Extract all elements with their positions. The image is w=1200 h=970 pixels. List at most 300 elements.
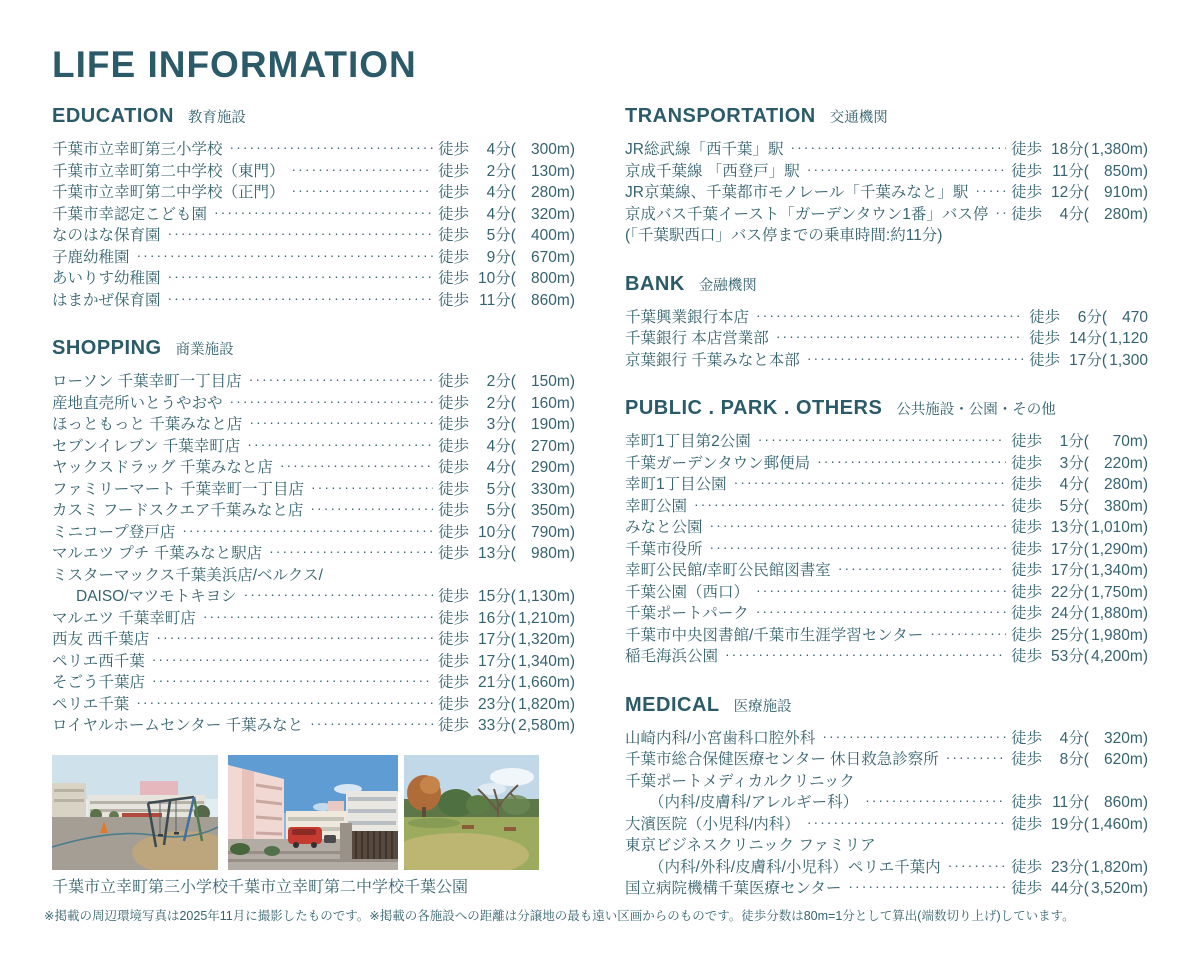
walk-value: [438, 479, 575, 501]
facility-row: [625, 560, 1148, 582]
distance-suffix: m): [1129, 562, 1148, 579]
walk-minutes: 18: [1051, 141, 1069, 158]
walk-minutes: 19: [1051, 815, 1069, 833]
distance-value: 1,820: [518, 695, 557, 713]
distance-value: 1,210: [518, 609, 557, 627]
walk-value: [438, 651, 575, 673]
dot-leader: [756, 601, 1006, 623]
walk-value: [1011, 625, 1148, 647]
walk-value: [1011, 539, 1148, 561]
facility-row: [625, 139, 1148, 161]
walk-value: [1011, 582, 1148, 604]
walk-label: 徒歩: [437, 141, 474, 158]
distance-value: 3,520: [1091, 880, 1130, 897]
section-title-jp: 交通機関: [829, 110, 888, 126]
walk-value: [1011, 814, 1148, 836]
dot-leader: [710, 515, 1006, 537]
facility-row: [625, 204, 1148, 226]
facility-row: [52, 161, 575, 183]
walk-minutes: 9: [486, 248, 496, 266]
distance-value: 290: [531, 459, 557, 476]
walk-minutes: 2: [486, 394, 496, 412]
walk-value: [438, 672, 575, 694]
walk-minutes: 6: [1077, 308, 1087, 326]
distance-value: 160: [531, 394, 557, 412]
minutes-unit: 分(: [1068, 519, 1089, 536]
walk-minutes: 12: [1051, 184, 1069, 201]
minutes-unit: 分(: [1068, 794, 1089, 811]
minutes-unit: 分(: [1086, 330, 1107, 347]
facility-row: [625, 182, 1148, 204]
walk-minutes: 2: [486, 373, 496, 390]
walk-label: 徒歩: [437, 373, 474, 390]
distance-suffix: m): [556, 270, 575, 287]
walk-minutes: 11: [479, 291, 496, 309]
dot-leader: [280, 455, 433, 477]
walk-minutes: 15: [478, 588, 496, 605]
facility-name: 千葉市立幸町第三小学校: [52, 141, 223, 158]
facility-row: [52, 139, 575, 161]
dot-leader: [758, 429, 1006, 451]
walk-label: 徒歩: [1010, 162, 1047, 180]
facility-name: マルエツ プチ 千葉みなと駅店: [52, 545, 263, 562]
walk-value: [1029, 350, 1148, 372]
distance-value: 860: [1104, 794, 1130, 811]
section-header-bank: [625, 273, 1148, 296]
facility-name: ペリエ西千葉: [52, 652, 145, 670]
minutes-unit: 分(: [495, 631, 516, 648]
walk-minutes: 5: [486, 480, 496, 498]
dot-leader: [156, 627, 433, 649]
dot-leader: [807, 159, 1006, 181]
walk-label: 徒歩: [1029, 330, 1065, 347]
distance-suffix: m): [1129, 648, 1148, 665]
facility-row: [625, 161, 1148, 183]
walk-label: 徒歩: [1010, 729, 1047, 747]
facility-row: [52, 479, 575, 501]
minutes-unit: 分(: [1068, 583, 1089, 601]
dot-leader: [182, 520, 433, 542]
facility-row: [52, 268, 575, 290]
walk-value: [438, 457, 575, 479]
facility-name: (「千葉駅西口」バス停までの乗車時間:約11分): [625, 227, 943, 244]
facility-row: [52, 715, 575, 737]
dot-leader: [790, 137, 1005, 159]
distance-value: 270: [531, 437, 557, 455]
distance-suffix: m): [1129, 205, 1148, 223]
minutes-unit: 分(: [1068, 540, 1089, 558]
distance-suffix: m): [556, 523, 575, 541]
dot-leader: [848, 876, 1006, 898]
page-title: LIFE INFORMATION: [52, 44, 417, 85]
walk-minutes: 53: [1051, 648, 1069, 665]
facility-row: [625, 539, 1148, 561]
distance-value: 800: [531, 270, 557, 287]
dot-leader: [214, 202, 433, 224]
minutes-unit: 分(: [1086, 308, 1107, 326]
photo-junior-high-school: [228, 755, 398, 870]
facility-name: ほっともっと 千葉みなと店: [52, 416, 243, 433]
dot-leader: [725, 644, 1006, 666]
distance-value: 190: [531, 416, 557, 433]
dot-leader: [152, 670, 433, 692]
facility-row: [625, 474, 1148, 496]
facility-row: [625, 814, 1148, 836]
facility-name: 西友 西千葉店: [52, 631, 150, 648]
facility-row: [625, 603, 1148, 625]
distance-value: 790: [531, 523, 557, 541]
section-title-en: SHOPPING: [52, 337, 162, 359]
minutes-unit: 分(: [1086, 351, 1107, 369]
section-title-en: BANK: [625, 272, 685, 295]
medical-list: [625, 728, 1148, 900]
minutes-unit: 分(: [495, 141, 516, 158]
walk-value: [1011, 139, 1148, 161]
facility-row: [625, 625, 1148, 647]
walk-label: 徒歩: [437, 717, 474, 734]
dot-leader: [310, 713, 433, 735]
walk-value: [1011, 204, 1148, 226]
minutes-unit: 分(: [495, 291, 516, 309]
school-building-illustration: [228, 755, 398, 870]
distance-suffix: m): [556, 205, 575, 223]
walk-label: 徒歩: [437, 416, 474, 433]
minutes-unit: 分(: [1068, 626, 1089, 644]
facility-row: [52, 608, 575, 630]
facility-name: ファミリーマート 千葉幸町一丁目店: [52, 480, 304, 498]
photo-caption: 千葉市立幸町第三小学校: [52, 879, 229, 896]
distance-value: 1,300: [1109, 351, 1148, 369]
facility-name: ミニコープ登戸店: [52, 523, 176, 541]
facility-name: 大濱医院（小児科/内科）: [625, 815, 800, 833]
walk-value: [1011, 646, 1148, 668]
walk-minutes: 44: [1051, 880, 1069, 897]
distance-suffix: m): [1129, 141, 1148, 158]
facility-name: マルエツ 千葉幸町店: [52, 609, 196, 627]
facility-name: 千葉興業銀行本店: [625, 308, 750, 326]
facility-row: [625, 792, 1148, 814]
facility-row: [625, 878, 1148, 900]
section-title-jp: 公共施設・公園・その他: [896, 402, 1056, 418]
walk-label: 徒歩: [437, 162, 474, 180]
facility-name: 千葉ガーデンタウン郵便局: [625, 454, 811, 472]
section-title-jp: 金融機関: [698, 277, 757, 294]
section-title-jp: 商業施設: [175, 342, 234, 358]
facility-name: ペリエ千葉: [52, 695, 130, 713]
minutes-unit: 分(: [495, 609, 516, 627]
distance-suffix: m): [1129, 626, 1148, 644]
facility-row: [625, 307, 1148, 329]
facility-row: [625, 728, 1148, 750]
walk-value: [1029, 307, 1148, 329]
walk-value: [1011, 431, 1148, 453]
distance-suffix: m): [556, 394, 575, 412]
walk-label: 徒歩: [1010, 519, 1047, 536]
minutes-unit: 分(: [1068, 562, 1089, 579]
minutes-unit: 分(: [1068, 454, 1089, 472]
minutes-unit: 分(: [495, 674, 516, 691]
walk-label: 徒歩: [1010, 583, 1047, 601]
walk-value: [438, 371, 575, 393]
section-header-education: [52, 105, 575, 128]
facility-row: [52, 290, 575, 312]
walk-value: [438, 182, 575, 204]
minutes-unit: 分(: [495, 717, 516, 734]
facility-row: [52, 543, 575, 565]
dot-leader: [865, 790, 1006, 812]
walk-minutes: 4: [486, 459, 496, 476]
transportation-list: [625, 139, 1148, 247]
walk-minutes: 17: [478, 631, 496, 648]
distance-value: 130: [531, 162, 557, 180]
section-public-park-others: [625, 397, 1148, 668]
dot-leader: [975, 180, 1006, 202]
walk-value: [438, 522, 575, 544]
walk-label: 徒歩: [437, 588, 474, 605]
section-shopping: [52, 337, 575, 737]
dot-leader: [230, 391, 433, 413]
distance-value: 620: [1104, 751, 1130, 768]
walk-label: 徒歩: [437, 437, 474, 455]
distance-suffix: m): [556, 652, 575, 670]
walk-label: 徒歩: [1010, 880, 1047, 897]
dot-leader: [838, 558, 1006, 580]
walk-value: [438, 139, 575, 161]
photo-caption: 千葉公園: [404, 879, 469, 896]
walk-label: 徒歩: [1010, 648, 1047, 665]
distance-suffix: m): [1129, 476, 1148, 493]
minutes-unit: 分(: [495, 502, 516, 519]
distance-value: 980: [531, 545, 557, 562]
left-column: [52, 105, 575, 763]
facility-row: [52, 672, 575, 694]
walk-minutes: 17: [1069, 351, 1087, 369]
walk-label: 徒歩: [437, 459, 474, 476]
facility-row-plain: [52, 565, 575, 587]
distance-value: 280: [531, 184, 557, 201]
distance-suffix: m): [1129, 433, 1148, 450]
facility-row: [625, 431, 1148, 453]
public-list: [625, 431, 1148, 668]
facility-name: DAISO/マツモトキヨシ: [76, 588, 237, 605]
minutes-unit: 分(: [495, 416, 516, 433]
dot-leader: [817, 451, 1006, 473]
distance-value: 70: [1112, 433, 1130, 450]
facility-name: 千葉市幸認定こども園: [52, 205, 208, 223]
minutes-unit: 分(: [495, 437, 516, 455]
walk-minutes: 4: [486, 205, 496, 223]
walk-value: [438, 608, 575, 630]
walk-minutes: 17: [478, 652, 496, 670]
walk-value: [1011, 496, 1148, 518]
minutes-unit: 分(: [495, 523, 516, 541]
walk-minutes: 16: [478, 609, 496, 627]
walk-minutes: 8: [1059, 751, 1069, 768]
walk-label: 徒歩: [437, 631, 474, 648]
walk-minutes: 13: [1051, 519, 1069, 536]
walk-minutes: 10: [478, 270, 496, 287]
walk-minutes: 24: [1051, 605, 1069, 622]
minutes-unit: 分(: [495, 394, 516, 412]
walk-minutes: 23: [478, 695, 496, 713]
walk-minutes: 4: [1059, 476, 1069, 493]
facility-name: 千葉市中央図書館/千葉市生涯学習センター: [625, 626, 924, 644]
facility-name: 京成千葉線 「西登戸」駅: [625, 162, 800, 180]
dot-leader: [249, 412, 433, 434]
walk-value: [438, 715, 575, 737]
facility-row: [52, 436, 575, 458]
walk-minutes: 23: [1051, 858, 1069, 876]
walk-minutes: 17: [1051, 562, 1069, 579]
walk-minutes: 1: [1059, 433, 1069, 450]
minutes-unit: 分(: [495, 480, 516, 498]
facility-row: [52, 651, 575, 673]
walk-value: [1011, 560, 1148, 582]
walk-label: 徒歩: [437, 652, 474, 670]
section-title-jp: 教育施設: [187, 110, 246, 126]
distance-value: 1,980: [1091, 626, 1130, 644]
footnote: ※掲載の周辺環境写真は2025年11月に撮影したものです。※掲載の各施設への距離は分譲地の最も遠い区画からのものです。徒歩分数は80m=1分として算出(端数切り上げ)しています。: [44, 909, 1075, 923]
section-title-en: TRANSPORTATION: [625, 105, 816, 127]
facility-name: 東京ビジネスクリニック ファミリア: [625, 837, 876, 854]
section-bank: [625, 273, 1148, 372]
facility-name: カスミ フードスクエア千葉みなと店: [52, 502, 304, 519]
minutes-unit: 分(: [495, 205, 516, 223]
distance-suffix: m): [556, 184, 575, 201]
bank-list: [625, 307, 1148, 372]
walk-minutes: 25: [1051, 626, 1069, 644]
walk-label: 徒歩: [437, 523, 474, 541]
facility-name: 千葉ポートメディカルクリニック: [625, 772, 855, 790]
facility-name: 稲毛海浜公園: [625, 648, 719, 665]
dot-leader: [203, 606, 433, 628]
distance-value: 1,340: [1091, 562, 1130, 579]
facility-row: [625, 582, 1148, 604]
walk-value: [1011, 453, 1148, 475]
walk-value: [438, 586, 575, 608]
distance-suffix: m): [1129, 794, 1148, 811]
distance-value: 150: [531, 373, 557, 390]
walk-label: 徒歩: [437, 502, 474, 519]
section-medical: [625, 694, 1148, 900]
walk-minutes: 13: [478, 545, 496, 562]
facility-name: 千葉銀行 本店営業部: [625, 330, 769, 347]
minutes-unit: 分(: [495, 270, 516, 287]
shopping-list: [52, 371, 575, 737]
minutes-unit: 分(: [495, 545, 516, 562]
distance-suffix: m): [556, 248, 575, 266]
walk-value: [1011, 728, 1148, 750]
distance-suffix: m): [1129, 880, 1148, 897]
walk-value: [1011, 182, 1148, 204]
minutes-unit: 分(: [1068, 648, 1089, 665]
walk-label: 徒歩: [1010, 751, 1047, 768]
facility-name: 千葉ポートパーク: [625, 605, 749, 622]
dot-leader: [269, 541, 433, 563]
dot-leader: [168, 288, 433, 310]
facility-name: 京葉銀行 千葉みなと本部: [625, 351, 800, 369]
photo-chiba-park: [404, 755, 539, 870]
minutes-unit: 分(: [1068, 141, 1089, 158]
facility-name: （内科/外科/皮膚科/小児科）ペリエ千葉内: [649, 858, 941, 876]
walk-label: 徒歩: [1010, 815, 1047, 833]
facility-name: ロイヤルホームセンター 千葉みなと: [52, 717, 304, 734]
walk-label: 徒歩: [437, 291, 474, 309]
walk-minutes: 17: [1051, 540, 1069, 558]
walk-label: 徒歩: [437, 248, 474, 266]
distance-value: 1,750: [1091, 583, 1130, 601]
minutes-unit: 分(: [1068, 476, 1089, 493]
facility-name: そごう千葉店: [52, 674, 146, 691]
facility-name: 京成バス千葉イースト「ガーデンタウン1番」バス停: [625, 205, 989, 223]
facility-name: 幸町1丁目第2公園: [625, 433, 751, 450]
walk-value: [438, 161, 575, 183]
distance-value: 850: [1104, 162, 1130, 180]
facility-row: [625, 496, 1148, 518]
distance-suffix: m): [1129, 184, 1148, 201]
distance-suffix: m): [556, 141, 575, 158]
walk-value: [1029, 328, 1148, 350]
facility-name: 千葉市立幸町第二中学校（正門）: [52, 184, 285, 201]
distance-value: 1,340: [518, 652, 557, 670]
distance-suffix: m): [556, 588, 575, 605]
walk-label: 徒歩: [1010, 497, 1047, 515]
distance-suffix: m): [1129, 729, 1148, 747]
facility-row: [52, 393, 575, 415]
facility-name: はまかぜ保育園: [52, 291, 161, 309]
facility-row: [52, 586, 575, 608]
dot-leader: [694, 494, 1006, 516]
minutes-unit: 分(: [1068, 162, 1089, 180]
distance-suffix: m): [556, 631, 575, 648]
minutes-unit: 分(: [1068, 880, 1089, 897]
distance-value: 470: [1122, 308, 1148, 326]
facility-row-plain: [625, 835, 1148, 857]
dot-leader: [152, 649, 433, 671]
section-title-en: PUBLIC . PARK . OTHERS: [625, 397, 883, 419]
minutes-unit: 分(: [1068, 751, 1089, 768]
distance-value: 280: [1104, 205, 1130, 223]
facility-row: [52, 500, 575, 522]
walk-label: 徒歩: [1029, 308, 1065, 326]
walk-value: [438, 290, 575, 312]
dot-leader: [995, 202, 1006, 224]
walk-label: 徒歩: [1010, 794, 1047, 811]
dot-leader: [930, 623, 1006, 645]
walk-value: [438, 247, 575, 269]
distance-suffix: m): [556, 674, 575, 691]
walk-label: 徒歩: [437, 545, 474, 562]
distance-value: 1,660: [518, 674, 557, 691]
walk-label: 徒歩: [437, 480, 474, 498]
facility-name: 幸町公民館/幸町公民館図書室: [625, 562, 831, 579]
walk-value: [1011, 792, 1148, 814]
walk-minutes: 4: [486, 184, 496, 201]
photo-strip: [52, 755, 539, 870]
distance-value: 320: [531, 205, 557, 223]
facility-name: 産地直売所いとうやおや: [52, 394, 223, 412]
distance-value: 280: [1104, 476, 1130, 493]
distance-suffix: m): [1129, 162, 1148, 180]
distance-suffix: m): [556, 459, 575, 476]
distance-value: 1,820: [1091, 858, 1130, 876]
distance-suffix: m): [556, 609, 575, 627]
distance-suffix: m): [556, 437, 575, 455]
distance-suffix: m): [556, 717, 575, 734]
photo-captions: [52, 874, 539, 897]
walk-label: 徒歩: [1010, 433, 1047, 450]
facility-row: [625, 749, 1148, 771]
